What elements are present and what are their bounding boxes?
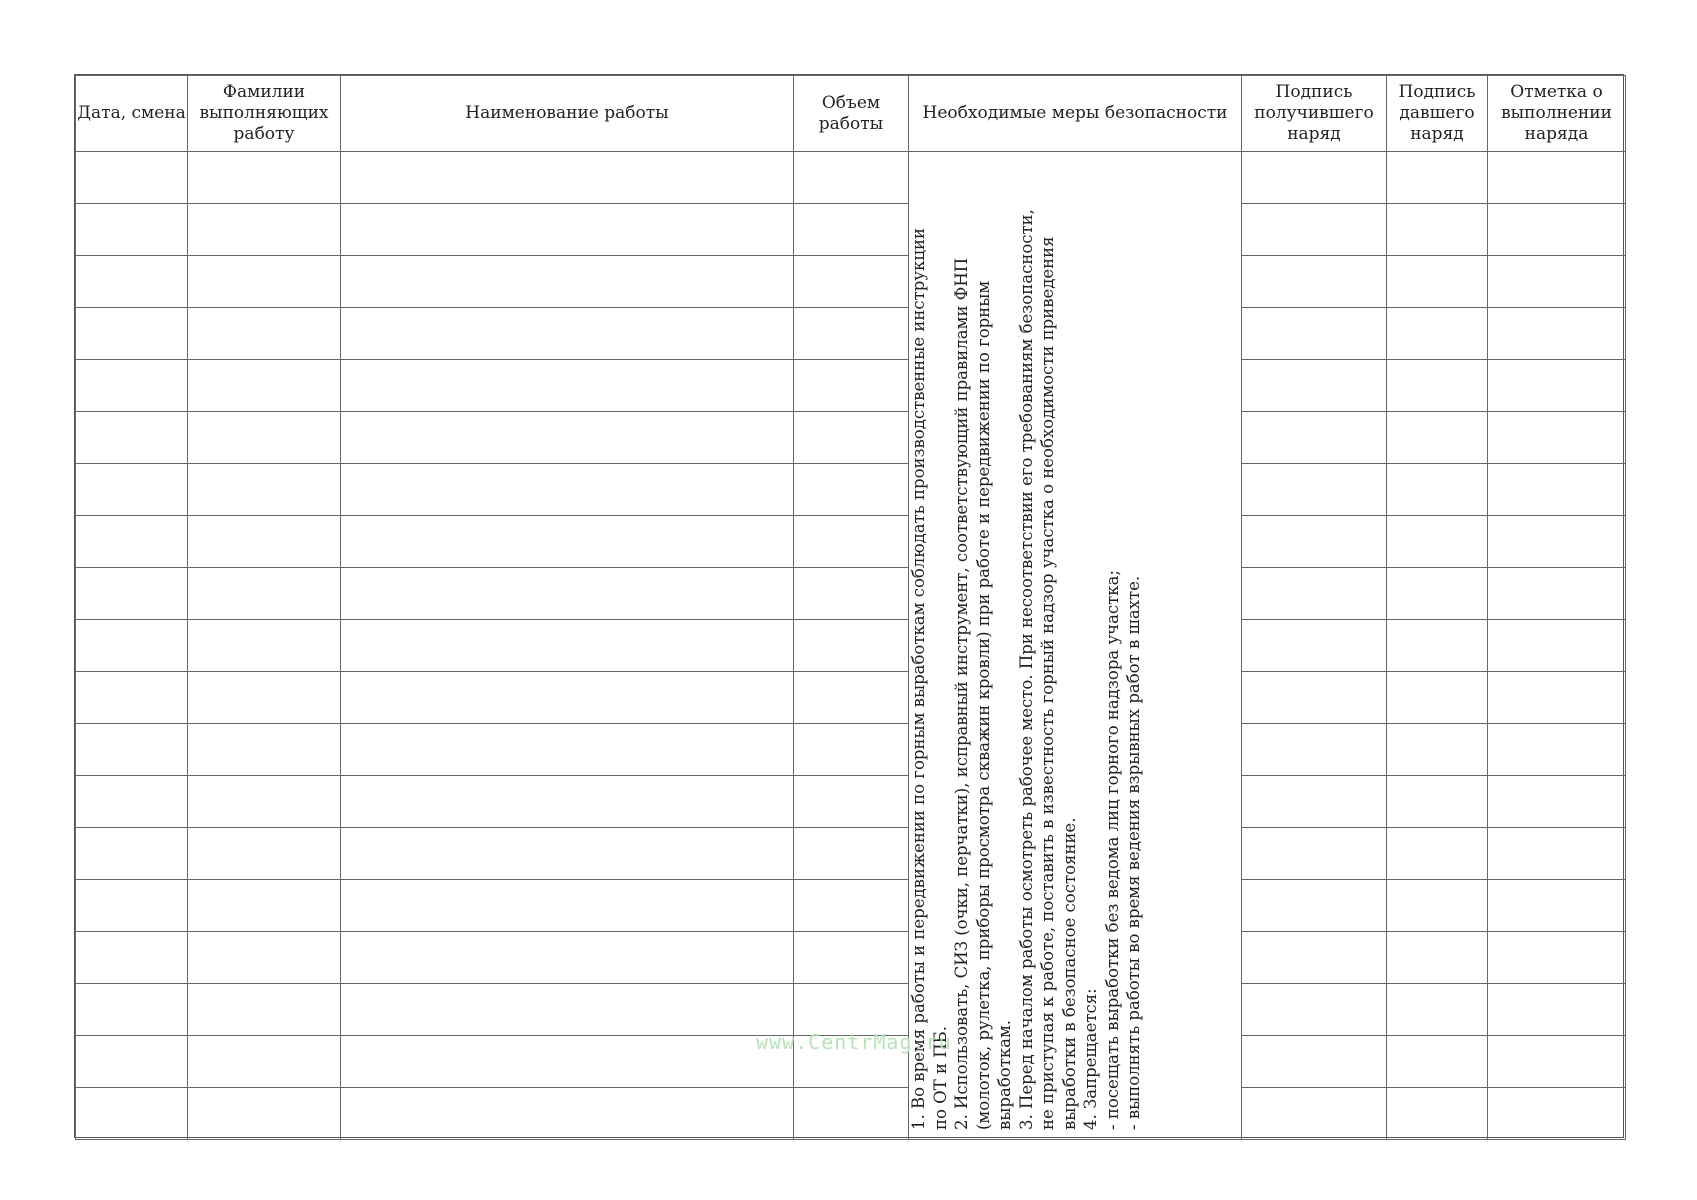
cell-issuer-signature[interactable] xyxy=(1387,412,1488,464)
cell-completion-mark[interactable] xyxy=(1488,360,1626,412)
cell-completion-mark[interactable] xyxy=(1488,464,1626,516)
table-row xyxy=(76,256,1626,308)
cell-work-name[interactable] xyxy=(341,1036,794,1088)
cell-volume[interactable] xyxy=(794,932,909,984)
cell-completion-mark[interactable] xyxy=(1488,984,1626,1036)
cell-completion-mark[interactable] xyxy=(1488,152,1626,204)
cell-date-shift[interactable] xyxy=(76,152,188,204)
cell-completion-mark[interactable] xyxy=(1488,568,1626,620)
cell-work-name[interactable] xyxy=(341,880,794,932)
table-row xyxy=(76,152,1626,204)
cell-work-name[interactable] xyxy=(341,152,794,204)
safety-line: 3. Перед началом работы осмотреть рабочее место. При несоответствии его требованиям безопасности, xyxy=(1016,209,1036,1130)
table-row xyxy=(76,620,1626,672)
table-row xyxy=(76,776,1626,828)
cell-receiver-signature[interactable] xyxy=(1242,932,1387,984)
table-row xyxy=(76,204,1626,256)
safety-line: 1. Во время работы и передвижении по горным выработкам соблюдать производственные инструкции xyxy=(909,228,928,1130)
safety-measures-text xyxy=(908,150,1160,1130)
table-row xyxy=(76,932,1626,984)
table-body xyxy=(76,152,1626,1140)
cell-workers[interactable] xyxy=(188,204,341,256)
cell-receiver-signature[interactable] xyxy=(1242,516,1387,568)
header-row xyxy=(76,76,1626,152)
cell-volume[interactable] xyxy=(794,256,909,308)
cell-issuer-signature[interactable] xyxy=(1387,204,1488,256)
cell-work-name[interactable] xyxy=(341,776,794,828)
cell-receiver-signature[interactable] xyxy=(1242,828,1387,880)
cell-volume[interactable] xyxy=(794,724,909,776)
cell-date-shift[interactable] xyxy=(76,828,188,880)
cell-workers[interactable] xyxy=(188,620,341,672)
cell-workers[interactable] xyxy=(188,360,341,412)
safety-line: по ОТ и ПБ. xyxy=(930,1026,950,1130)
cell-completion-mark[interactable] xyxy=(1488,776,1626,828)
cell-date-shift[interactable] xyxy=(76,724,188,776)
cell-issuer-signature[interactable] xyxy=(1387,724,1488,776)
cell-completion-mark[interactable] xyxy=(1488,308,1626,360)
cell-receiver-signature[interactable] xyxy=(1242,1088,1387,1140)
cell-workers[interactable] xyxy=(188,984,341,1036)
cell-workers[interactable] xyxy=(188,152,341,204)
cell-volume[interactable] xyxy=(794,776,909,828)
table-row xyxy=(76,984,1626,1036)
cell-issuer-signature[interactable] xyxy=(1387,256,1488,308)
cell-completion-mark[interactable] xyxy=(1488,880,1626,932)
header-work-name: Наименование работы xyxy=(341,76,794,152)
header-volume: Объем работы xyxy=(794,76,909,152)
cell-work-name[interactable] xyxy=(341,256,794,308)
work-order-form xyxy=(74,74,1624,1138)
cell-volume[interactable] xyxy=(794,152,909,204)
header-issuer-signature: Подпись давшего наряд xyxy=(1387,76,1488,152)
cell-completion-mark[interactable] xyxy=(1488,256,1626,308)
cell-receiver-signature[interactable] xyxy=(1242,152,1387,204)
safety-line: выработки в безопасное состояние. xyxy=(1059,817,1079,1130)
cell-volume[interactable] xyxy=(794,568,909,620)
cell-volume[interactable] xyxy=(794,672,909,724)
cell-issuer-signature[interactable] xyxy=(1387,620,1488,672)
cell-volume[interactable] xyxy=(794,204,909,256)
cell-date-shift[interactable] xyxy=(76,984,188,1036)
cell-issuer-signature[interactable] xyxy=(1387,464,1488,516)
table-row xyxy=(76,308,1626,360)
cell-completion-mark[interactable] xyxy=(1488,204,1626,256)
cell-receiver-signature[interactable] xyxy=(1242,1036,1387,1088)
cell-workers[interactable] xyxy=(188,828,341,880)
table-row xyxy=(76,568,1626,620)
cell-issuer-signature[interactable] xyxy=(1387,776,1488,828)
cell-date-shift[interactable] xyxy=(76,880,188,932)
cell-work-name[interactable] xyxy=(341,1088,794,1140)
safety-line: не приступая к работе, поставить в известность горный надзор участка о необходимости приведения xyxy=(1038,236,1057,1130)
table-row xyxy=(76,412,1626,464)
cell-work-name[interactable] xyxy=(341,516,794,568)
cell-receiver-signature[interactable] xyxy=(1242,256,1387,308)
cell-work-name[interactable] xyxy=(341,308,794,360)
cell-date-shift[interactable] xyxy=(76,360,188,412)
cell-workers[interactable] xyxy=(188,308,341,360)
cell-issuer-signature[interactable] xyxy=(1387,516,1488,568)
cell-work-name[interactable] xyxy=(341,984,794,1036)
header-receiver-signature: Подпись получившего наряд xyxy=(1242,76,1387,152)
cell-workers[interactable] xyxy=(188,776,341,828)
cell-workers[interactable] xyxy=(188,672,341,724)
table-row xyxy=(76,360,1626,412)
cell-volume[interactable] xyxy=(794,516,909,568)
cell-completion-mark[interactable] xyxy=(1488,1088,1626,1140)
cell-date-shift[interactable] xyxy=(76,516,188,568)
cell-completion-mark[interactable] xyxy=(1488,932,1626,984)
cell-date-shift[interactable] xyxy=(76,672,188,724)
cell-receiver-signature[interactable] xyxy=(1242,620,1387,672)
cell-receiver-signature[interactable] xyxy=(1242,672,1387,724)
cell-volume[interactable] xyxy=(794,620,909,672)
cell-date-shift[interactable] xyxy=(76,568,188,620)
safety-line: - посещать выработки без ведома лиц горного надзора участка; xyxy=(1102,569,1122,1130)
cell-date-shift[interactable] xyxy=(76,204,188,256)
work-order-table xyxy=(75,75,1626,1140)
cell-receiver-signature[interactable] xyxy=(1242,776,1387,828)
cell-volume[interactable] xyxy=(794,828,909,880)
safety-line: (молоток, рулетка, приборы просмотра скважин кровли) при работе и передвижении по горным xyxy=(973,280,993,1130)
cell-workers[interactable] xyxy=(188,412,341,464)
cell-workers[interactable] xyxy=(188,1036,341,1088)
header-date-shift: Дата, смена xyxy=(76,76,188,152)
table-row xyxy=(76,464,1626,516)
cell-date-shift[interactable] xyxy=(76,308,188,360)
cell-receiver-signature[interactable] xyxy=(1242,568,1387,620)
cell-volume[interactable] xyxy=(794,880,909,932)
cell-date-shift[interactable] xyxy=(76,776,188,828)
cell-completion-mark[interactable] xyxy=(1488,1036,1626,1088)
cell-issuer-signature[interactable] xyxy=(1387,828,1488,880)
cell-receiver-signature[interactable] xyxy=(1242,412,1387,464)
watermark: www.CentrMag.ru xyxy=(756,1030,952,1054)
cell-workers[interactable] xyxy=(188,464,341,516)
table-row xyxy=(76,828,1626,880)
table-row xyxy=(76,1088,1626,1140)
cell-volume[interactable] xyxy=(794,308,909,360)
cell-receiver-signature[interactable] xyxy=(1242,308,1387,360)
cell-receiver-signature[interactable] xyxy=(1242,984,1387,1036)
cell-work-name[interactable] xyxy=(341,828,794,880)
cell-work-name[interactable] xyxy=(341,464,794,516)
cell-volume[interactable] xyxy=(794,412,909,464)
cell-date-shift[interactable] xyxy=(76,464,188,516)
cell-workers[interactable] xyxy=(188,880,341,932)
cell-issuer-signature[interactable] xyxy=(1387,568,1488,620)
cell-work-name[interactable] xyxy=(341,568,794,620)
safety-line: 2. Использовать, СИЗ (очки, перчатки), исправный инструмент, соответствующий правилами ФНП xyxy=(952,257,971,1130)
cell-receiver-signature[interactable] xyxy=(1242,360,1387,412)
cell-completion-mark[interactable] xyxy=(1488,828,1626,880)
cell-workers[interactable] xyxy=(188,568,341,620)
safety-line: выработкам. xyxy=(995,1019,1014,1130)
cell-workers[interactable] xyxy=(188,516,341,568)
cell-workers[interactable] xyxy=(188,256,341,308)
cell-date-shift[interactable] xyxy=(76,932,188,984)
cell-completion-mark[interactable] xyxy=(1488,672,1626,724)
table-row xyxy=(76,516,1626,568)
header-workers: Фамилии выполняющих работу xyxy=(188,76,341,152)
cell-date-shift[interactable] xyxy=(76,620,188,672)
cell-completion-mark[interactable] xyxy=(1488,724,1626,776)
cell-work-name[interactable] xyxy=(341,620,794,672)
header-safety-measures: Необходимые меры безопасности xyxy=(909,76,1242,152)
cell-issuer-signature[interactable] xyxy=(1387,308,1488,360)
table-row xyxy=(76,724,1626,776)
cell-work-name[interactable] xyxy=(341,360,794,412)
cell-volume[interactable] xyxy=(794,464,909,516)
table-row xyxy=(76,672,1626,724)
safety-line: - выполнять работы во время ведения взрывных работ в шахте. xyxy=(1124,575,1143,1130)
cell-work-name[interactable] xyxy=(341,412,794,464)
cell-date-shift[interactable] xyxy=(76,256,188,308)
cell-work-name[interactable] xyxy=(341,672,794,724)
cell-workers[interactable] xyxy=(188,1088,341,1140)
cell-receiver-signature[interactable] xyxy=(1242,880,1387,932)
cell-issuer-signature[interactable] xyxy=(1387,360,1488,412)
cell-volume[interactable] xyxy=(794,360,909,412)
cell-receiver-signature[interactable] xyxy=(1242,204,1387,256)
cell-issuer-signature[interactable] xyxy=(1387,152,1488,204)
cell-date-shift[interactable] xyxy=(76,1088,188,1140)
cell-volume[interactable] xyxy=(794,984,909,1036)
cell-date-shift[interactable] xyxy=(76,1036,188,1088)
cell-issuer-signature[interactable] xyxy=(1387,672,1488,724)
cell-completion-mark[interactable] xyxy=(1488,412,1626,464)
table-row xyxy=(76,880,1626,932)
cell-issuer-signature[interactable] xyxy=(1387,984,1488,1036)
cell-issuer-signature[interactable] xyxy=(1387,880,1488,932)
cell-issuer-signature[interactable] xyxy=(1387,932,1488,984)
cell-receiver-signature[interactable] xyxy=(1242,464,1387,516)
cell-workers[interactable] xyxy=(188,932,341,984)
cell-completion-mark[interactable] xyxy=(1488,516,1626,568)
safety-line: 4. Запрещается: xyxy=(1081,988,1100,1130)
cell-work-name[interactable] xyxy=(341,932,794,984)
header-completion-mark: Отметка о выполнении наряда xyxy=(1488,76,1626,152)
cell-work-name[interactable] xyxy=(341,724,794,776)
cell-completion-mark[interactable] xyxy=(1488,620,1626,672)
cell-volume[interactable] xyxy=(794,1088,909,1140)
cell-issuer-signature[interactable] xyxy=(1387,1088,1488,1140)
cell-date-shift[interactable] xyxy=(76,412,188,464)
cell-work-name[interactable] xyxy=(341,204,794,256)
cell-receiver-signature[interactable] xyxy=(1242,724,1387,776)
cell-issuer-signature[interactable] xyxy=(1387,1036,1488,1088)
cell-workers[interactable] xyxy=(188,724,341,776)
